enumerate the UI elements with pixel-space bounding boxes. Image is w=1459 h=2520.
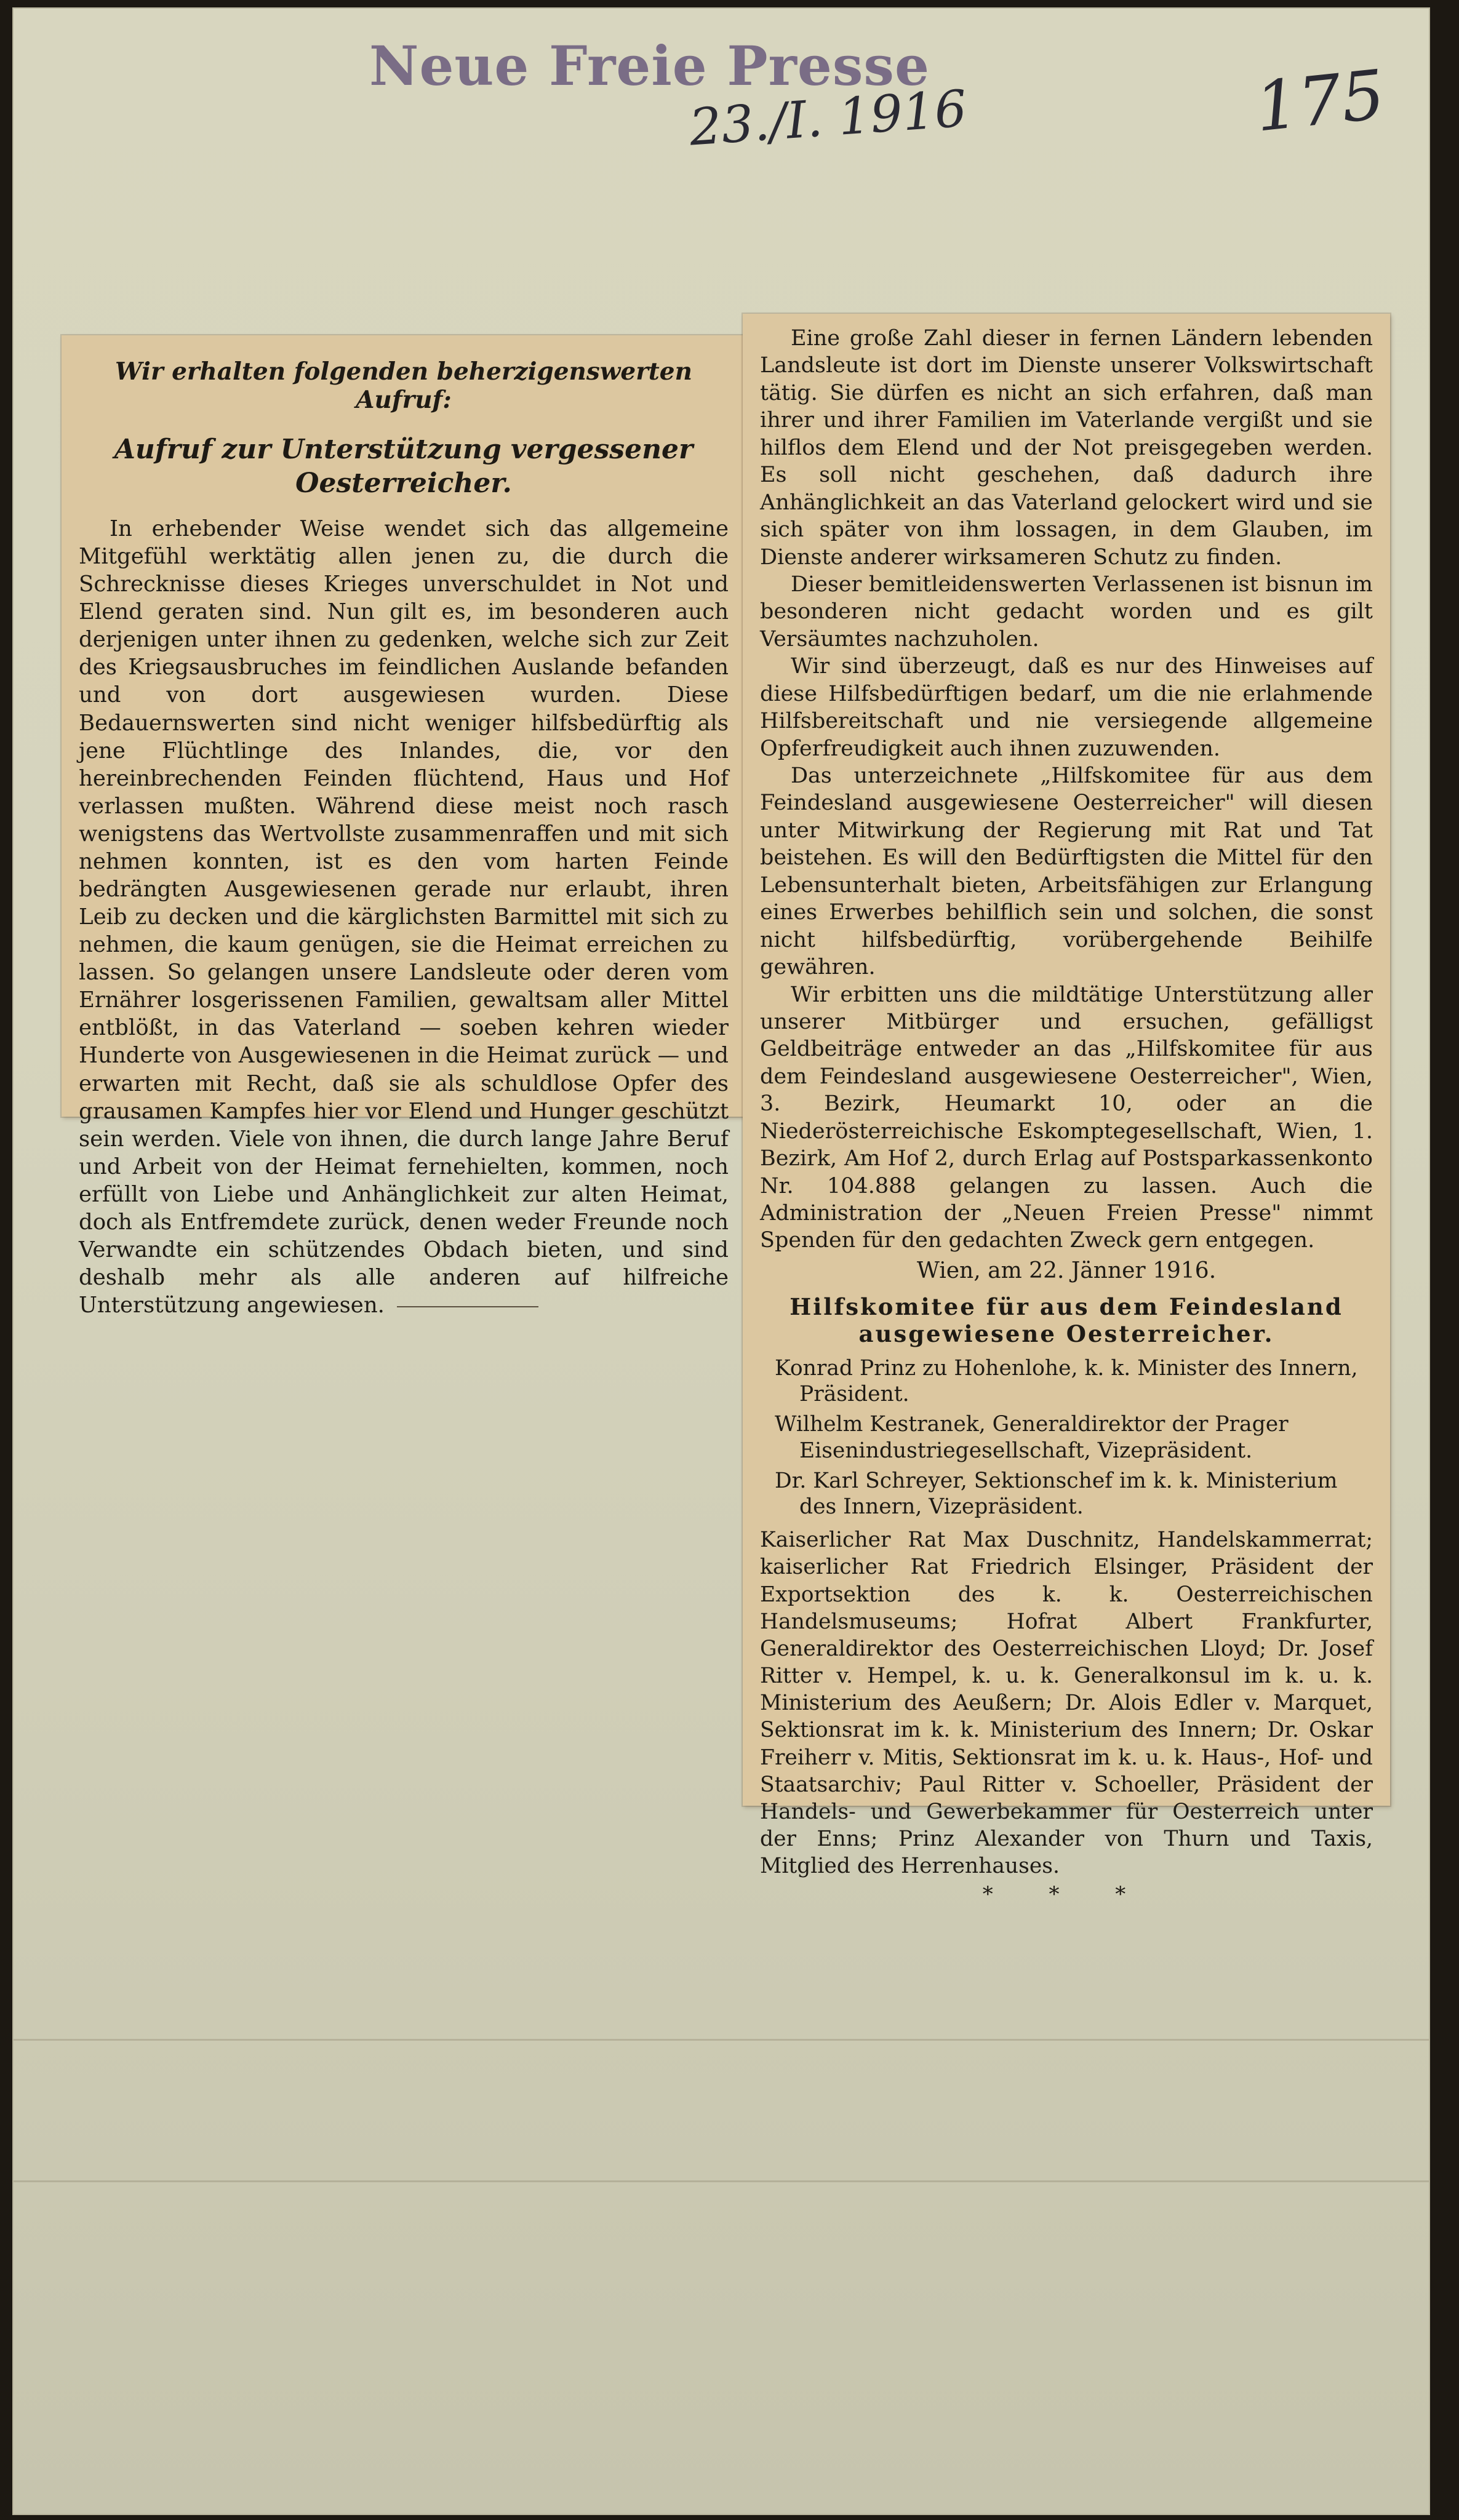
end-divider	[397, 1306, 538, 1307]
intro-line: Wir erhalten folgenden beherzigenswerten Aufruf:	[115, 357, 692, 414]
right-paragraph: Eine große Zahl dieser in fernen Ländern lebenden Landsleute ist dort im Dienste unserer Volkswirtschaft tätig. Sie dürfen es nicht an sich erfahren, daß man ihrer und ihrer Familien im Vaterlande vergißt und sie hilflos dem Elend und der Not preisgegeben werden. Es soll nicht geschehen, daß dadurch ihre Anhänglichkeit an das Vaterland gelockert wird und sie sich später von ihm lossagen, in dem Glauben, im Dienste anderer wirksameren Schutz zu finden.	[760, 326, 1373, 570]
fold-line	[14, 2180, 1429, 2182]
right-paragraph: Das unterzeichnete „Hilfskomitee für aus dem Feindesland ausgewiesene Oesterreicher" will diesen unter Mitwirkung der Regierung mit Rat und Tat beistehen. Es will den Bedürftigsten die Mittel für den Lebensunterhalt bieten, Arbeitsfähigen zur Erlangung eines Erwerbes behilflich sein und solchen, die sonst nicht hilfsbedürftig, vorübergehende Beihilfe gewähren.	[760, 764, 1373, 980]
right-paragraph: Wir sind überzeugt, daß es nur des Hinweises auf diese Hilfsbedürftigen bedarf, um die nie erlahmende Hilfsbereitschaft und nie versiegende allgemeine Opferfreudigkeit auch ihnen zuzuwenden.	[760, 654, 1373, 761]
newspaper-stamp: Neue Freie Presse	[369, 34, 930, 98]
article-title: Aufruf zur Unterstützung vergessener Oesterreicher.	[114, 434, 694, 499]
place-date: Wien, am 22. Jänner 1916.	[916, 1258, 1217, 1283]
handwritten-date: 23./I. 1916	[687, 79, 969, 158]
officer-entry: Dr. Karl Schreyer, Sektionschef im k. k. Ministerium des Innern, Vizepräsident.	[775, 1468, 1338, 1520]
left-paragraph: In erhebender Weise wendet sich das allgemeine Mitgefühl werktätig allen jenen zu, die durch die Schrecknisse dieses Krieges unverschuldet in Not und Elend geraten sind. Nun gilt es, im besonderen auch derjenigen unter ihnen zu gedenken, welche sich zur Zeit des Kriegsausbruches im feindlichen Auslande befanden und von dort ausgewiesen wurden. Diese Bedauernswerten sind nicht weniger hilfsbedürftig als jene Flüchtlinge des Inlandes, die, vor den hereinbrechenden Feinden flüchtend, Haus und Hof verlassen mußten. Während diese meist noch rasch wenigstens das Wertvollste zusammenraffen und mit sich nehmen konnten, ist es den vom harten Feinde bedrängten Ausgewiesenen gerade nur erlaubt, ihren Leib zu decken und die kärglichsten Barmittel mit sich zu nehmen, die kaum genügen, sie die Heimat erreichen zu lassen. So gelangen unsere Landsleute oder deren vom Ernährer losgerissenen Familien, gewaltsam aller Mittel entblößt, in das Vaterland — soeben kehren wieder Hunderte von Ausgewiesenen in die Heimat zurück — und erwarten mit Recht, daß sie als schuldlose Opfer des grausamen Kampfes hier vor Elend und Hunger geschützt sein werden. Viele von ihnen, die durch lange Jahre Beruf und Arbeit von der Heimat fernehielten, kommen, noch erfüllt von Liebe und Anhänglichkeit zur alten Heimat, doch als Entfremdete zurück, denen weder Freunde noch Verwandte ein schützendes Obdach bieten, und sind deshalb mehr als alle anderen auf hilfreiche Unterstützung angewiesen.	[79, 516, 729, 1318]
clipping-left	[62, 335, 746, 1318]
clipping-right	[743, 314, 1390, 1907]
handwritten-page-number: 175	[1251, 55, 1389, 147]
committee-name: Hilfskomitee für aus dem Feindesland ausgewiesene Oesterreicher.	[789, 1293, 1343, 1348]
committee-members: Kaiserlicher Rat Max Duschnitz, Handelskammerrat; kaiserlicher Rat Friedrich Elsinger, Präsident der Exportsektion des k. k. Oesterreichischen Handelsmuseums; Hofrat Albert Frankfurter, Generaldirektor des Oesterreichischen Lloyd; Dr. Josef Ritter v. Hempel, k. u. k. Generalkonsul im k. u. k. Ministerium des Aeußern; Dr. Alois Edler v. Marquet, Sektionsrat im k. k. Ministerium des Innern; Dr. Oskar Freiherr v. Mitis, Sektionsrat im k. u. k. Haus-, Hof- und Staatsarchiv; Paul Ritter v. Schoeller, Präsident der Handels- und Gewerbekammer für Oesterreich unter der Enns; Prinz Alexander von Thurn und Taxis, Mitglied des Herrenhauses.	[760, 1528, 1373, 1879]
officer-entry: Wilhelm Kestranek, Generaldirektor der Prager Eisenindustriegesellschaft, Vizepräsident.	[775, 1412, 1289, 1463]
officer-entry: Konrad Prinz zu Hohenlohe, k. k. Minister des Innern, Präsident.	[775, 1355, 1358, 1407]
right-paragraph: Wir erbitten uns die mildtätige Unterstützung aller unserer Mitbürger und ersuchen, gefälligst Geldbeiträge entweder an das „Hilfskomitee für aus dem Feindesland ausgewiesene Oesterreicher", Wien, 3. Bezirk, Heumarkt 10, oder an die Niederösterreichische Eskomptegesellschaft, Wien, 1. Bezirk, Am Hof 2, durch Erlag auf Postsparkassenkonto Nr. 104.888 gelangen zu lassen. Auch die Administration der „Neuen Freien Presse" nimmt Spenden für den gedachten Zweck gern entgegen.	[760, 982, 1373, 1253]
right-paragraph: Dieser bemitleidenswerten Verlassenen ist bisnun im besonderen nicht gedacht worden und es gilt Versäumtes nachzuholen.	[760, 572, 1373, 652]
fold-line	[14, 2039, 1429, 2041]
end-mark: * * *	[982, 1882, 1151, 1907]
